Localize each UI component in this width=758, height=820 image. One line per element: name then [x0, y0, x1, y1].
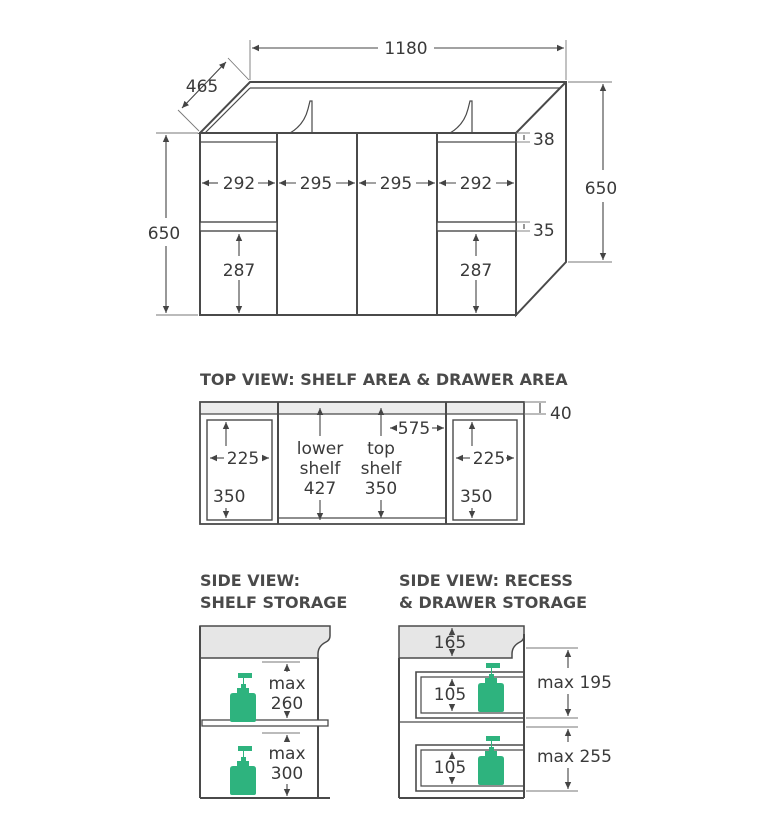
upper-max-value: 260: [270, 694, 304, 714]
drawer-height-right: 287: [459, 261, 493, 281]
height-right-label: 650: [584, 179, 618, 199]
side-drawer-heading-1: SIDE VIEW: RECESS: [399, 571, 573, 590]
lower-shelf-value: 427: [303, 479, 337, 499]
width-segment-2: 295: [299, 174, 333, 194]
top-view-heading: TOP VIEW: SHELF AREA & DRAWER AREA: [200, 370, 568, 389]
drawer-height-left: 287: [222, 261, 256, 281]
depth-label: 465: [185, 77, 219, 97]
upper-drawer-box: [416, 672, 524, 718]
lower-max-255: max 255: [537, 747, 612, 767]
bottle-upper: [230, 673, 256, 722]
side-view-shelf: [200, 571, 347, 798]
upper-max-195: max 195: [537, 673, 612, 693]
width-segment-4: 292: [459, 174, 493, 194]
upper-max-label: max: [268, 674, 306, 694]
top-rail-label: 38: [533, 130, 555, 150]
front-view: [148, 39, 617, 315]
upper-drawer-inner: 105: [433, 685, 467, 705]
drawer-gap-right: [437, 222, 516, 231]
lower-max-label: max: [268, 744, 306, 764]
side-shelf-board: [202, 720, 328, 726]
top-view: [200, 370, 572, 524]
height-left-label: 650: [147, 224, 181, 244]
side-drawer-heading-2: & DRAWER STORAGE: [399, 593, 588, 612]
side-view-drawer: [399, 571, 612, 798]
top-shelf-value: 350: [364, 479, 398, 499]
lower-shelf-label-1: lower: [296, 439, 344, 459]
top-strip-label: 40: [550, 404, 572, 424]
right-drawer-depth: 350: [460, 487, 493, 507]
bottle-upper-drawer: [478, 663, 504, 712]
right-drawer-width: 225: [472, 449, 506, 469]
top-shelf-label-1: top: [367, 439, 395, 459]
left-drawer-depth: 350: [213, 487, 246, 507]
side-shelf-countertop: [200, 626, 330, 658]
bottle-lower-drawer: [478, 736, 504, 785]
width-segment-1: 292: [222, 174, 256, 194]
drawer-gap-left: [200, 222, 277, 231]
drawer-gap-label: 35: [533, 221, 555, 241]
lower-drawer-box: [416, 745, 524, 791]
bottle-lower: [230, 746, 256, 795]
left-drawer-width: 225: [226, 449, 260, 469]
lower-drawer-inner: 105: [433, 758, 467, 778]
lower-max-value: 300: [270, 764, 304, 784]
top-shelf-label-2: shelf: [360, 459, 402, 479]
side-shelf-heading-2: SHELF STORAGE: [200, 593, 348, 612]
recess-label: 165: [433, 633, 467, 653]
side-shelf-heading-1: SIDE VIEW:: [200, 571, 301, 590]
lower-shelf-label-2: shelf: [299, 459, 341, 479]
center-width-label: 575: [397, 419, 431, 439]
width-label: 1180: [384, 39, 428, 59]
width-segment-3: 295: [379, 174, 413, 194]
